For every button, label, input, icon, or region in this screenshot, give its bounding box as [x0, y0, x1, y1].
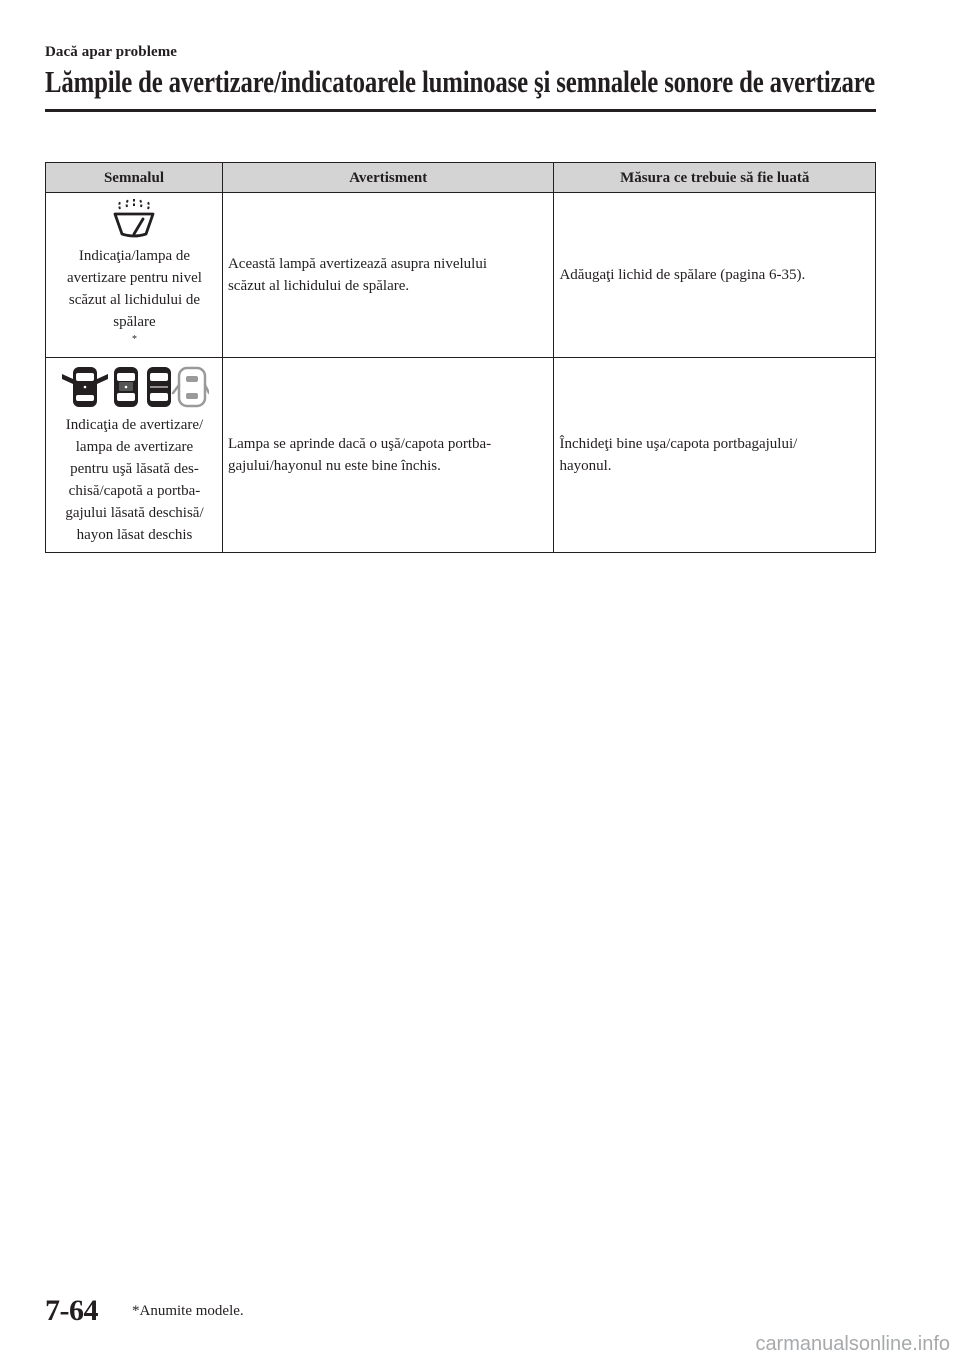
page-number: 7-64 [45, 1294, 98, 1327]
column-header-action: Măsura ce trebuie să fie luată [554, 163, 876, 193]
column-header-warning: Avertisment [222, 163, 554, 193]
warning-text: Lampa se aprinde dacă o uşă/capota portba- gajului/hayonul nu este bine închis. [227, 436, 492, 474]
warning-lamps-table [45, 162, 876, 553]
signal-description: Indicaţia/lampa de avertizare pentru nivel scăzut al lichidului de spălare [67, 248, 202, 330]
warning-cell [222, 358, 554, 553]
action-cell [554, 358, 876, 553]
washer-fluid-icon [51, 195, 218, 241]
signal-description: Indicaţia de avertizare/ lampa de avertizare pentru uşă lăsată des- chisă/capotă a portba- gajului lăsată deschisă/ hayon lăsat deschis [65, 417, 204, 543]
table-row [46, 193, 876, 358]
warning-cell [222, 193, 554, 358]
watermark: carmanualsonline.info [755, 1333, 950, 1355]
section-label: Dacă apar probleme [45, 44, 178, 60]
action-text: Închideţi bine uşa/capota portbagajului/ hayonul. [559, 436, 798, 474]
action-cell [554, 193, 876, 358]
action-text: Adăugaţi lichid de spălare (pagina 6-35). [559, 267, 806, 283]
table-header-row [46, 163, 876, 193]
column-header-signal: Semnalul [46, 163, 223, 193]
footnote-mark: * [131, 334, 137, 345]
footnote: *Anumite modele. [132, 1303, 244, 1319]
signal-cell [46, 358, 223, 553]
title-rule [45, 109, 876, 112]
table-row [46, 358, 876, 553]
door-ajar-icons [51, 364, 218, 410]
signal-cell [46, 193, 223, 358]
warning-text: Această lampă avertizează asupra nivelului scăzut al lichidului de spălare. [227, 256, 487, 294]
page-title: Lămpile de avertizare/indicatoarele luminoase şi semnalele sonore de avertizare [45, 64, 875, 99]
